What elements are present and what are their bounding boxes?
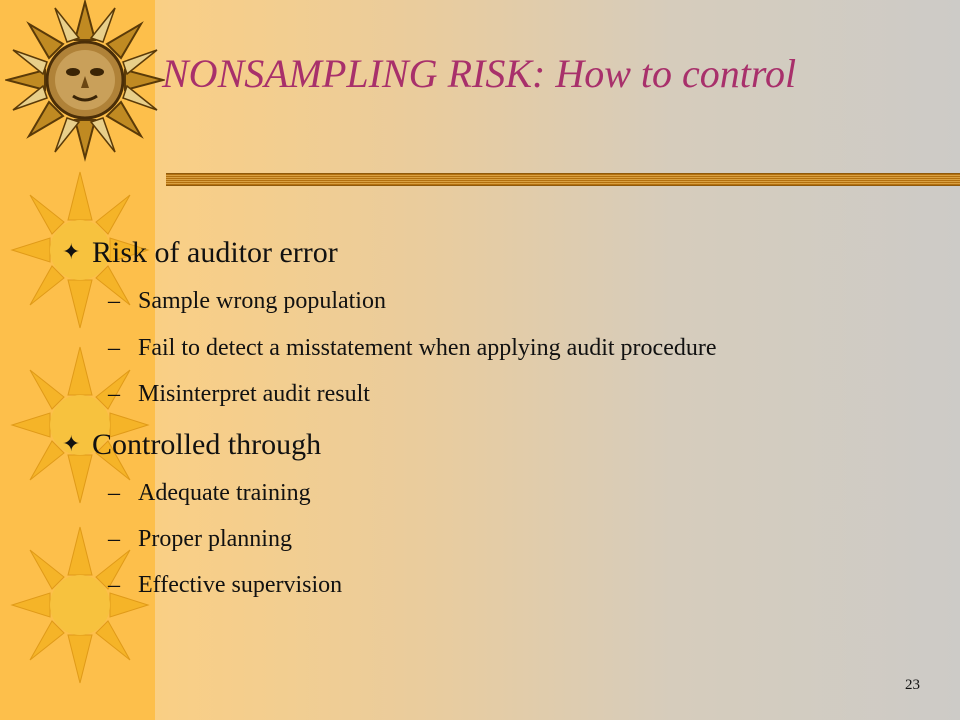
slide-title: NONSAMPLING RISK: How to control [162,51,797,96]
sub-bullet-item [108,572,342,599]
sub-bullet-item [108,288,386,315]
star-bullet-icon: ✦ [62,239,81,264]
title-divider [166,173,960,186]
bullet-item [62,236,338,270]
dash-bullet: – [108,572,120,598]
bullet-text: Risk of auditor error [92,236,338,269]
sub-bullet-item [108,335,717,362]
sun-face-icon [5,0,165,165]
page-number: 23 [905,677,920,693]
dash-bullet: – [108,480,120,506]
bullet-text: Controlled through [92,428,322,461]
star-bullet-icon: ✦ [62,431,81,456]
sub-bullet-item [108,480,311,507]
bullet-item [62,428,321,462]
sub-bullet-text: Adequate training [138,480,311,506]
sub-bullet-item [108,526,292,553]
sub-bullet-text: Fail to detect a misstatement when applying audit procedure [138,335,717,361]
sub-bullet-text: Effective supervision [138,572,343,598]
dash-bullet: – [108,288,120,314]
sub-bullet-item [108,381,370,408]
sub-bullet-text: Proper planning [138,526,292,552]
sub-bullet-text: Misinterpret audit result [138,381,370,407]
dash-bullet: – [108,526,120,552]
sub-bullet-text: Sample wrong population [138,288,386,314]
dash-bullet: – [108,335,120,361]
dash-bullet: – [108,381,120,407]
